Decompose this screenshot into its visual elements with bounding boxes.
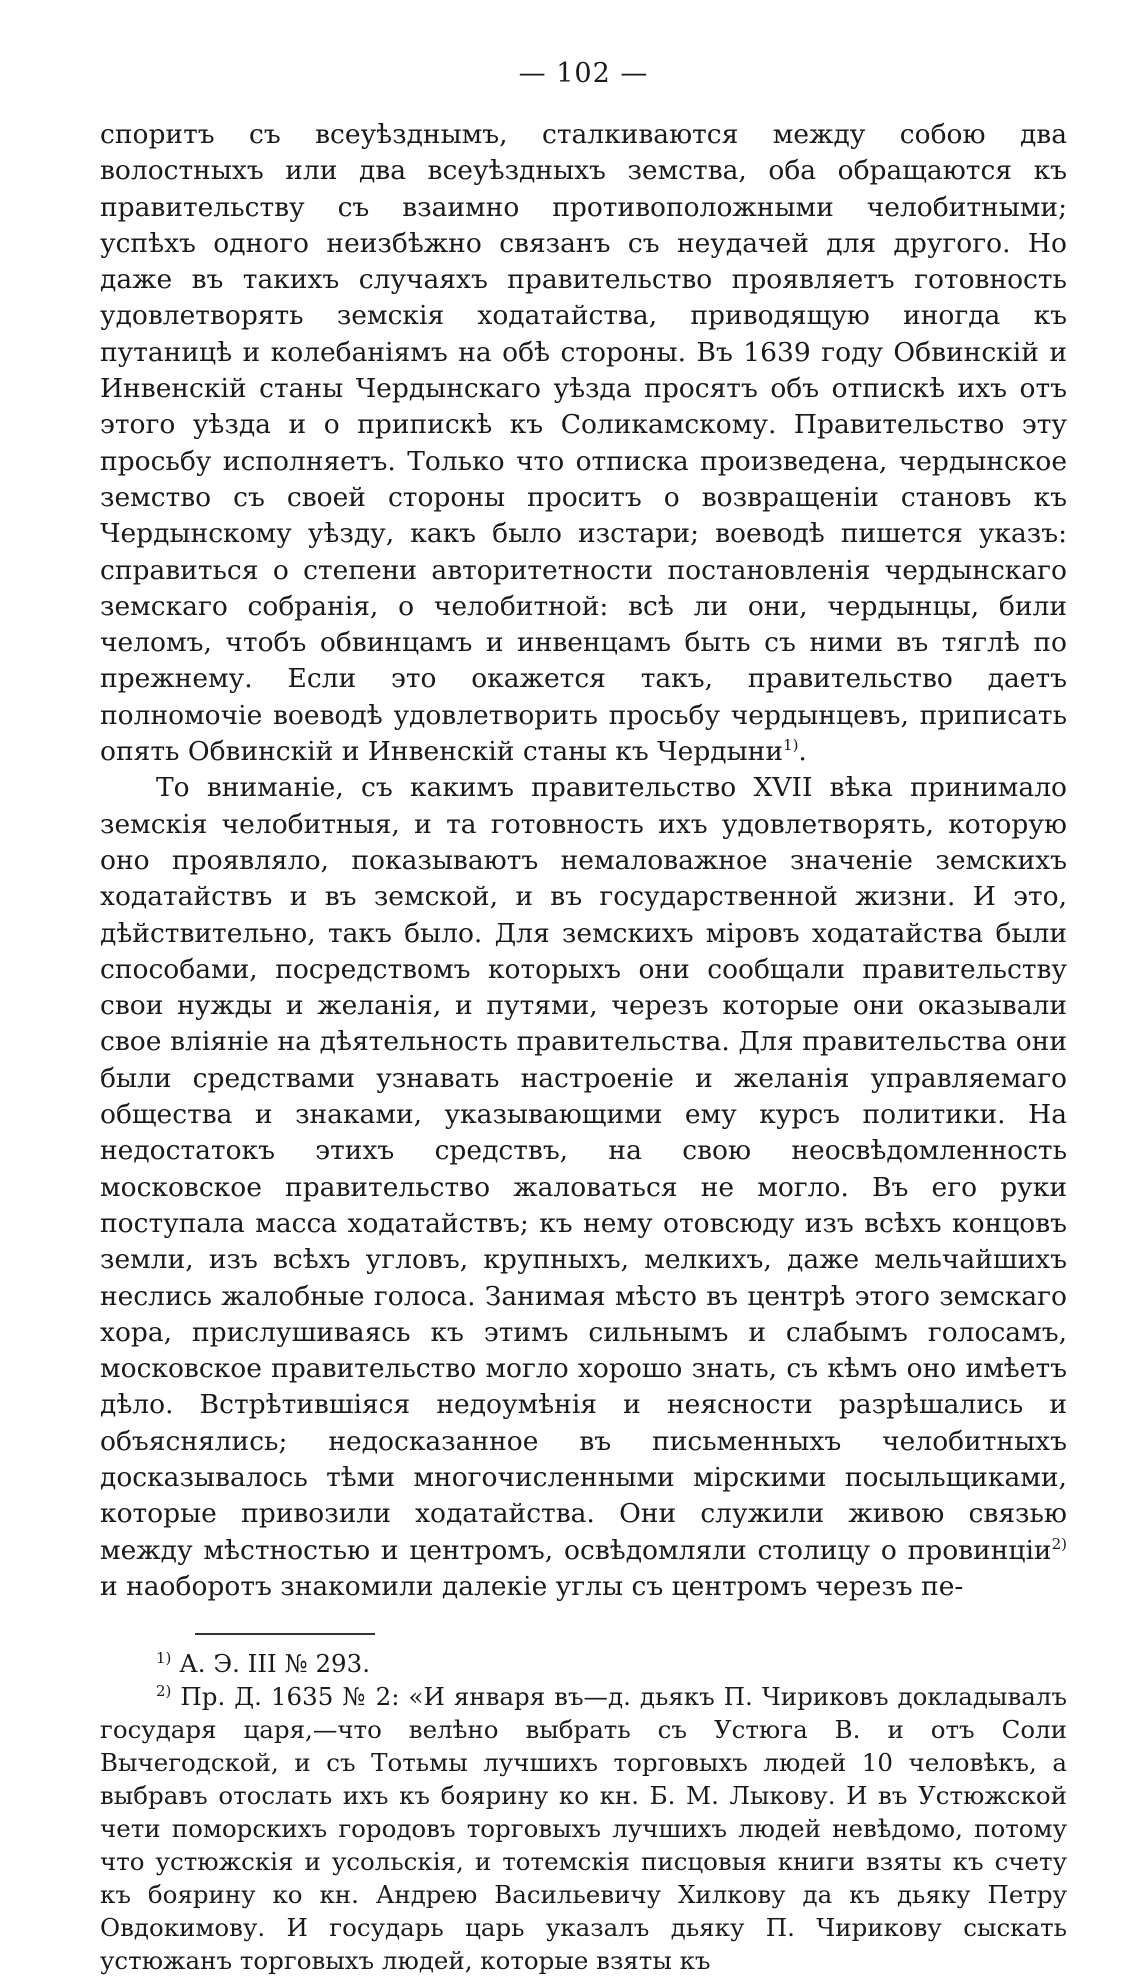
footnote-2	[100, 1680, 1067, 1977]
paragraph-1-text: споритъ съ всеуѣзднымъ, сталкиваются между собою два волостныхъ или два всеуѣздныхъ земства, оба обращаются къ правительству съ взаимно противоположными челобитными; успѣхъ одного неизбѣжно связанъ съ неудачей для другого. Но даже въ такихъ случаяхъ правительство проявляетъ готовность удовлетворять земскія ходатайства, приводящую иногда къ путаницѣ и колебаніямъ на обѣ стороны. Въ 1639 году Обвинскій и Инвенскій станы Чердынскаго уѣзда просятъ объ отпискѣ ихъ отъ этого уѣзда и о припискѣ къ Соликамскому. Правительство эту просьбу исполняетъ. Только что отписка произведена, чердынское земство съ своей стороны проситъ о возвращеніи становъ къ Чердынскому уѣзду, какъ было изстари; воеводѣ пишется указъ: справиться о степени авторитетности постановленія чердынскаго земскаго собранія, о челобитной: всѣ ли они, чердынцы, били челомъ, чтобъ обвинцамъ и инвенцамъ быть съ ними въ тяглѣ по прежнему. Если это окажется такъ, правительство даетъ полномочіе воеводѣ удовлетворить просьбу чердынцевъ, приписать опять Обвинскій и Инвенскій станы къ Чердыни	[100, 119, 1067, 768]
page-number: — 102 —	[518, 58, 649, 89]
footnote-ref-1[interactable]: 1)	[783, 736, 799, 755]
paragraph-1	[100, 117, 1067, 770]
footnote-2-text: Пр. Д. 1635 № 2: «И января въ—д. дьякъ П. Чириковъ докладывалъ государя царя,—что велѣно выбрать съ Устюга В. и отъ Соли Вычегодской, и съ Тотьмы лучшихъ торговыхъ людей 10 человѣкъ, а выбравъ отослать ихъ къ боярину ко кн. Б. М. Лыкову. И въ Устюжской чети поморскихъ городовъ торговыхъ лучшихъ людей невѣдомо, потому что устюжскія и усольскія, и тотемскія писцовыя книги взяты къ счету къ боярину ко кн. Андрею Васильевичу Хилкову да къ дьяку Петру Овдокимову. И государь царь указалъ дьяку П. Чирикову сыскать устюжанъ торговыхъ людей, которые взяты къ	[100, 1682, 1067, 1976]
footnote-1	[100, 1647, 1067, 1680]
paragraph-2-tail: и наоборотъ знакомили далекіе углы съ центромъ черезъ пе-	[100, 1570, 964, 1602]
paragraph-2-text: То вниманіе, съ какимъ правительство XVII вѣка принимало земскія челобитныя, и та готовность ихъ удовлетворять, которую оно проявляло, показываютъ немаловажное значеніе земскихъ ходатайствъ и въ земской, и въ государственной жизни. И это, дѣйствительно, такъ было. Для земскихъ міровъ ходатайства были способами, посредствомъ которыхъ они сообщали правительству свои нужды и желанія, и путями, черезъ которые они оказывали свое вліяніе на дѣятельность правительства. Для правительства они были средствами узнавать настроеніе и желанія управляемаго общества и знаками, указывающими ему курсъ политики. На недостатокъ этихъ средствъ, на свою неосвѣдомленность московское правительство жаловаться не могло. Въ его руки поступала масса ходатайствъ; къ нему отовсюду изъ всѣхъ концовъ земли, изъ всѣхъ угловъ, крупныхъ, мелкихъ, даже мельчайшихъ неслись жалобные голоса. Занимая мѣсто въ центрѣ этого земскаго хора, прислушиваясь къ этимъ сильнымъ и слабымъ голосамъ, московское правительство могло хорошо знать, съ кѣмъ оно имѣетъ дѣло. Встрѣтившіяся недоумѣнія и неясности разрѣшались и объяснялись; недосказанное въ письменныхъ челобитныхъ досказывалось тѣми многочисленными мірскими посыльщиками, которые привозили ходатайства. Они служили живою связью между мѣстностью и центромъ, освѣдомляли столицу о провинціи	[100, 772, 1067, 1566]
footnote-divider	[195, 1633, 375, 1635]
paragraph-1-tail: .	[798, 736, 807, 768]
footnotes	[100, 1647, 1067, 1977]
footnote-ref-2[interactable]: 2)	[1051, 1534, 1067, 1553]
footnote-1-text: А. Э. III № 293.	[179, 1649, 370, 1679]
main-text	[100, 117, 1067, 1605]
footnote-2-marker: 2)	[156, 1682, 172, 1701]
paragraph-2	[100, 770, 1067, 1605]
book-page	[100, 58, 1067, 1977]
footnote-1-marker: 1)	[156, 1649, 172, 1668]
